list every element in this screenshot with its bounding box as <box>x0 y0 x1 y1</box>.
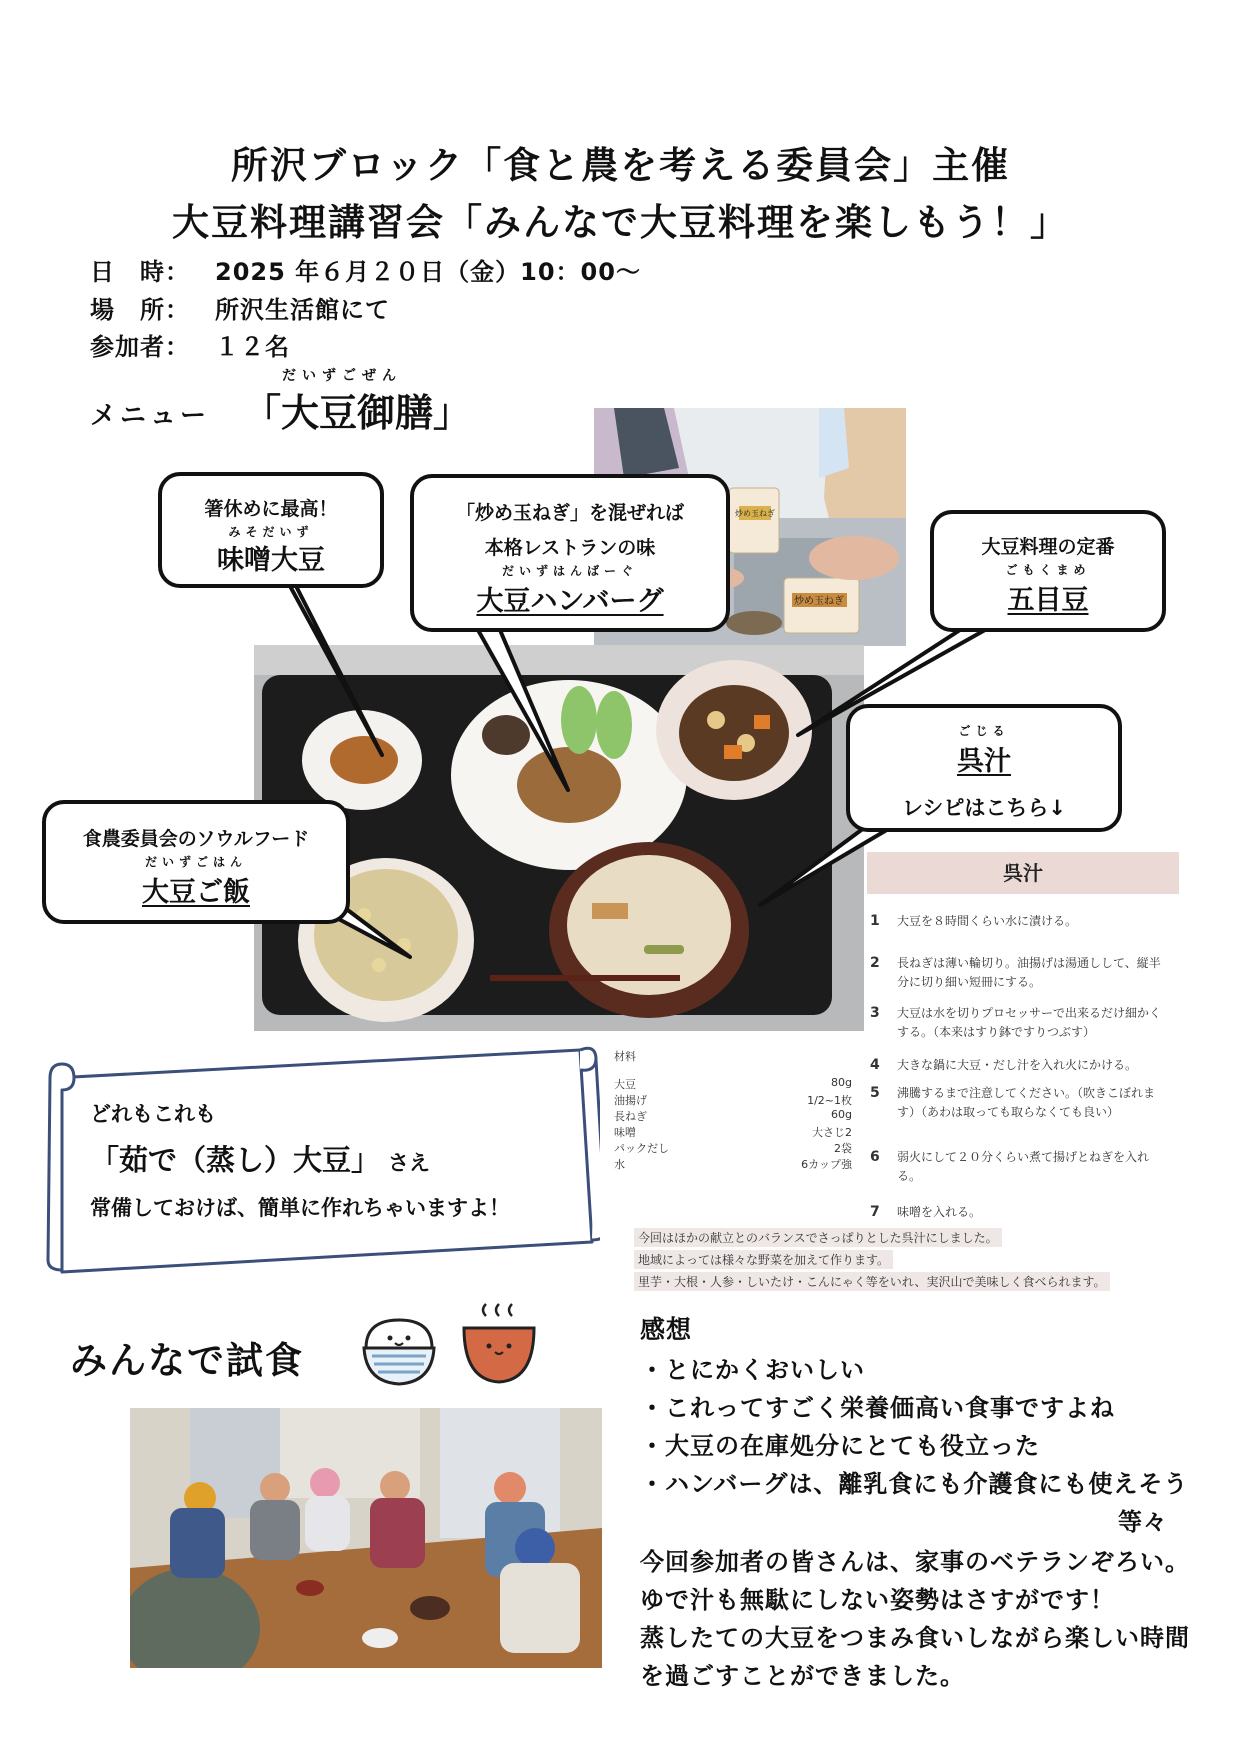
closing-line: ゆで汁も無駄にしない姿勢はさすがです！ <box>640 1586 1115 1614</box>
impression-item: ・これってすごく栄養価高い食事ですよね <box>640 1394 1115 1422</box>
ingredient-qty: 1/2~1枚 <box>807 1094 852 1107</box>
recipe-title-bar <box>867 852 1179 894</box>
closing-line: 今回参加者の皆さんは、家事のベテランぞろい。 <box>640 1548 1190 1576</box>
bubble-hamburg-ruby: だいずはんばーぐ <box>501 564 638 578</box>
bubble-miso-daizu <box>158 472 384 588</box>
bubble-hamburg-dish: 大豆ハンバーグ <box>476 586 664 617</box>
ingredients-label: 材料 <box>614 1050 636 1063</box>
closing-line: を過ごすことができました。 <box>640 1662 965 1690</box>
closing-line: 蒸したての大豆をつまみ食いしながら楽しい時間 <box>640 1624 1190 1652</box>
place-label: 場 所： <box>90 296 190 324</box>
step-number: 1 <box>870 913 880 929</box>
package-label-1: 炒め玉ねぎ <box>735 509 775 518</box>
recipe-note: 地域によっては様々な野菜を加えて作ります。 <box>634 1250 893 1269</box>
bubble-gomoku-line: 大豆料理の定番 <box>981 536 1115 558</box>
participants-label: 参加者： <box>90 333 190 361</box>
recipe-steps <box>870 912 1180 1232</box>
bubble-hamburg-line2: 本格レストランの味 <box>484 537 656 559</box>
bubble-gojiru <box>846 704 1122 832</box>
step-number: 2 <box>870 955 880 971</box>
bubble-gojiru-ruby: ごじる <box>958 724 1010 738</box>
step-text: 弱火にして２０分くらい煮て揚げとねぎを入れる。 <box>897 1150 1150 1183</box>
bubble-rice-line: 食農委員会のソウルフード <box>82 828 310 850</box>
menu-ruby: だいずごぜん <box>282 368 402 384</box>
bubble-hamburg-line1: 「炒め玉ねぎ」を混ぜれば <box>455 502 684 524</box>
step-number: 4 <box>870 1057 880 1073</box>
step-number: 5 <box>870 1085 880 1101</box>
bubble-gomoku-dish: 五目豆 <box>1007 585 1089 616</box>
bubble-miso-dish: 味噌大豆 <box>217 545 325 576</box>
bubble-miso-line: 箸休めに最高！ <box>204 498 338 520</box>
recipe-note: 里芋・大根・人参・しいたけ・こんにゃく等をいれ、実沢山で美味しく食べられます。 <box>634 1272 1110 1291</box>
bubble-daizu-gohan <box>42 800 350 924</box>
recipe-note: 今回はほかの献立とのバランスでさっぱりとした呉汁にしました。 <box>634 1228 1002 1247</box>
scroll-line2 <box>90 1138 430 1179</box>
ingredient-qty: 60g <box>831 1108 852 1121</box>
date-value: 2025 年６月２０日（金）10：00～ <box>215 258 641 286</box>
ingredient-name: 長ねぎ <box>614 1110 647 1123</box>
participants-value: １２名 <box>215 333 290 361</box>
impression-item: ・とにかくおいしい <box>640 1356 865 1384</box>
bubble-miso-ruby: みそだいず <box>228 525 314 539</box>
ingredient-qty: 80g <box>831 1076 852 1089</box>
step-number: 6 <box>870 1149 880 1165</box>
tasting-photo <box>130 1408 602 1668</box>
ingredient-qty: 6カップ強 <box>801 1158 852 1171</box>
ingredient-name: 大豆 <box>614 1078 636 1091</box>
scroll-line2-tail: さえ <box>388 1151 431 1175</box>
ingredient-qty: 2袋 <box>834 1142 852 1155</box>
step-text: 大きな鍋に大豆・だし汁を入れ火にかける。 <box>897 1058 1138 1072</box>
bubble-rice-ruby: だいずごはん <box>144 855 247 869</box>
scroll-line1: どれもこれも <box>90 1102 216 1126</box>
step-text: 大豆は水を切りプロセッサーで出来るだけ細かくする。（本来はすり鉢ですりつぶす） <box>897 1006 1162 1039</box>
scroll-line2-main: 「茹で（蒸し）大豆」 <box>90 1143 381 1177</box>
bubble-gomoku-ruby: ごもくまめ <box>1005 563 1091 577</box>
menu-label: メニュー <box>90 401 211 431</box>
place-value: 所沢生活館にて <box>215 296 390 324</box>
bubble-gomoku <box>930 510 1166 632</box>
recipe-title: 呉汁 <box>1003 861 1043 885</box>
page-subtitle: 大豆料理講習会「みんなで大豆料理を楽しもう！」 <box>172 201 1069 244</box>
ingredient-qty: 大さじ2 <box>812 1126 852 1139</box>
ingredients-list <box>614 1048 852 1178</box>
step-text: 沸騰するまで注意してください。（吹きこぼれます）（あわは取っても取らなくても良い） <box>897 1086 1156 1119</box>
impression-item: ・ハンバーグは、離乳食にも介護食にも使えそう <box>640 1470 1189 1498</box>
rice-bowl-icon <box>358 1308 440 1390</box>
step-text: 味噌を入れる。 <box>897 1205 982 1219</box>
step-number: 3 <box>870 1005 880 1021</box>
bubble-gojiru-line: レシピはこちら↓ <box>901 796 1067 820</box>
ingredient-name: 油揚げ <box>614 1094 647 1107</box>
impressions-heading: 感想 <box>640 1315 693 1344</box>
step-number: 7 <box>870 1204 880 1220</box>
bubble-gojiru-dish: 呉汁 <box>957 746 1011 777</box>
soup-bowl-icon <box>458 1300 540 1392</box>
date-label: 日 時： <box>90 258 190 286</box>
menu-title: 「大豆御膳」 <box>243 391 472 435</box>
ingredient-name: パックだし <box>614 1142 669 1155</box>
ingredient-name: 味噌 <box>614 1126 636 1139</box>
bubble-hamburg <box>410 474 730 632</box>
scroll-line3: 常備しておけば、簡単に作れちゃいますよ！ <box>90 1196 510 1220</box>
ingredient-name: 水 <box>614 1158 625 1171</box>
page-title: 所沢ブロック「食と農を考える委員会」主催 <box>230 144 1011 187</box>
package-label-2: 炒め玉ねぎ <box>794 596 844 607</box>
impression-item: ・大豆の在庫処分にとても役立った <box>640 1432 1040 1460</box>
step-text: 長ねぎは薄い輪切り。油揚げは湯通しして、縦半分に切り細い短冊にする。 <box>897 956 1161 989</box>
step-text: 大豆を８時間くらい水に漬ける。 <box>897 914 1078 928</box>
impressions-etc: 等々 <box>1118 1508 1168 1536</box>
tasting-title: みんなで試食 <box>70 1339 304 1382</box>
bubble-rice-dish: 大豆ご飯 <box>142 877 250 908</box>
